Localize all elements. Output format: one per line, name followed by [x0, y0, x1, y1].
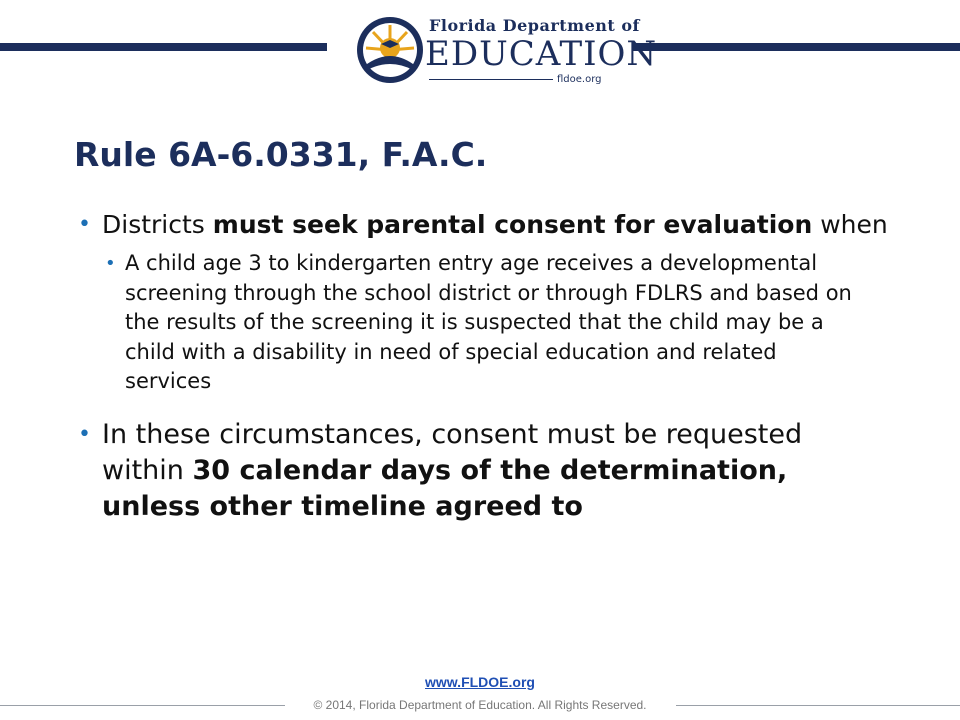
header-bar-left	[0, 43, 327, 51]
slide-content	[78, 208, 890, 525]
copyright-text: © 2014, Florida Department of Education. All Rights Reserved.	[313, 698, 647, 712]
bullet-consent-post: when	[812, 210, 888, 239]
bullet-consent-bold: must seek parental consent for evaluation	[212, 210, 813, 239]
bullet-consent	[78, 208, 890, 241]
bullet-consent-pre: Districts	[102, 210, 213, 239]
logo-text-education: EDUCATION	[425, 34, 658, 74]
logo-text-department: Florida Department of	[429, 16, 640, 35]
header-bar-right	[633, 43, 960, 51]
sub-bullet-screening: • A child age 3 to kindergarten entry age receives a developmental screening through the school district or through FDLRS and based on the results of the screening it is suspected that the child may be a child with a disability in need of special education and related services	[78, 249, 855, 397]
fldoe-logo	[355, 8, 658, 92]
logo-emblem-icon	[355, 8, 425, 92]
slide-title: Rule 6A-6.0331, F.A.C.	[74, 135, 488, 174]
logo-url: fldoe.org	[557, 74, 602, 85]
bullet-timeline-bold: 30 calendar days of the determination, unless other timeline agreed to	[102, 454, 788, 522]
bullet-timeline-pre: In these circumstances, consent must be requested within	[102, 418, 803, 486]
bullet-timeline	[78, 417, 890, 525]
logo-rule	[429, 79, 553, 80]
fldoe-website-link[interactable]: www.FLDOE.org	[425, 674, 535, 690]
